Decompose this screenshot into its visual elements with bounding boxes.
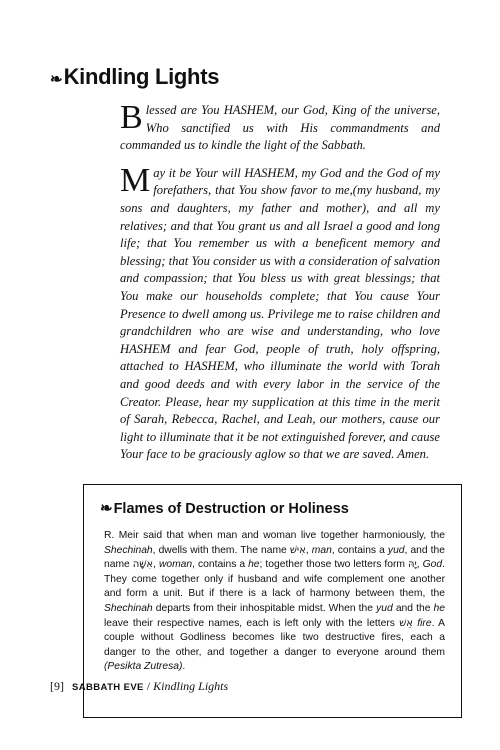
box-text-segment: , contains a [192, 559, 249, 571]
box-text-segment: R. Meir said that when man and woman live together harmoniously, the [104, 530, 445, 541]
term-shechinah: Shechinah [104, 602, 153, 614]
term-shechinah: Shechinah [104, 544, 153, 556]
box-text-segment: and the [392, 602, 434, 614]
dropcap-b: B [120, 99, 143, 136]
footer-separator: / [143, 679, 154, 693]
prayer-paragraph [120, 161, 440, 464]
term-he: he [248, 559, 260, 571]
term-god: God [422, 559, 443, 571]
blessing-text: lessed are You HASHEM, our God, King of the universe, Who sanctified us with His commandments and commanded us to kindle the light of the Sabbath. [120, 103, 440, 153]
prayer-body: ay it be Your will HASHEM, my God and the God of my forefathers, that You show favor to me,(my husband, my sons and daughters, my father and mother), and all my relatives; and that You grant us and all Israel a good and long life; that You remember us with a beneficent memory and blessing; that You consider us with a consideration of salvation and compassion; that You bless us with great blessings; that You make our households complete; that You cause Your Presence to dwell among us. Privilege me to raise children and grandchildren who are wise and understanding, who love HASHEM and fear God, people of truth, holy offspring, attached to HASHEM, who illuminate the world with Torah and good deeds and with every labor in the service of the Creator. Please, hear my supplication at this time in the merit of Sarah, Rebecca, Rachel, and Leah, our mothers, cause our light to illuminate that it be not extinguished forever, and cause Your face to be graciously aglow so that we are saved. Amen. [120, 165, 440, 462]
section-subtitle: Kindling Lights [153, 679, 229, 693]
box-text-segment: , [153, 559, 159, 571]
source-citation: (Pesikta Zutresa) [104, 661, 183, 673]
box-text-segment: . They come together only if husband and wife complement one another and form a unit. But if there is a lack of harmony between them, the [104, 559, 445, 600]
term-man: man [311, 544, 332, 556]
term-he: he [433, 602, 445, 614]
hebrew-yah: יָהּ [408, 559, 417, 571]
box-title-text: Flames of Destruction or Holiness [113, 501, 349, 517]
box-text-segment: , contains a [331, 544, 388, 556]
blessing-paragraph [120, 99, 440, 155]
page-footer [50, 679, 228, 694]
hebrew-ish: אִישׁ [289, 544, 306, 556]
box-text-segment: , and the name [104, 544, 445, 571]
box-text-segment: departs from their inhospitable midst. When the [152, 602, 377, 614]
box-text-segment: , dwells with them. The name [152, 544, 290, 556]
prayer-text [120, 99, 440, 474]
box-text-segment: , [305, 544, 312, 556]
ornament-icon: ❧ [50, 71, 61, 88]
hebrew-ishah: אִשָּׁה [132, 559, 154, 571]
dropcap-m: M [120, 161, 151, 199]
term-fire: fire [417, 617, 432, 629]
page-title [50, 64, 219, 90]
term-woman: woman [158, 559, 193, 571]
section-name: SABBATH EVE [72, 682, 144, 693]
box-text-segment: leave their respective names, each is left only with the letters [104, 617, 400, 629]
box-text-segment: ; together those two letters form [259, 559, 409, 571]
term-yud: yud [387, 544, 405, 556]
box-text-segment: , [416, 559, 423, 571]
box-text-segment: . A couple without Godliness becomes like two destructive fires, each a danger to the other, and together a danger to everyone around them [104, 617, 445, 658]
box-text [104, 529, 445, 675]
page-number: [9] [50, 679, 64, 693]
ornament-icon: ❧ [100, 500, 111, 517]
hebrew-esh: אֵשׁ [399, 617, 413, 629]
term-yud: yud [376, 602, 393, 614]
box-text-segment: . [182, 661, 186, 673]
title-text: Kindling Lights [63, 64, 220, 89]
box-title [84, 485, 461, 517]
